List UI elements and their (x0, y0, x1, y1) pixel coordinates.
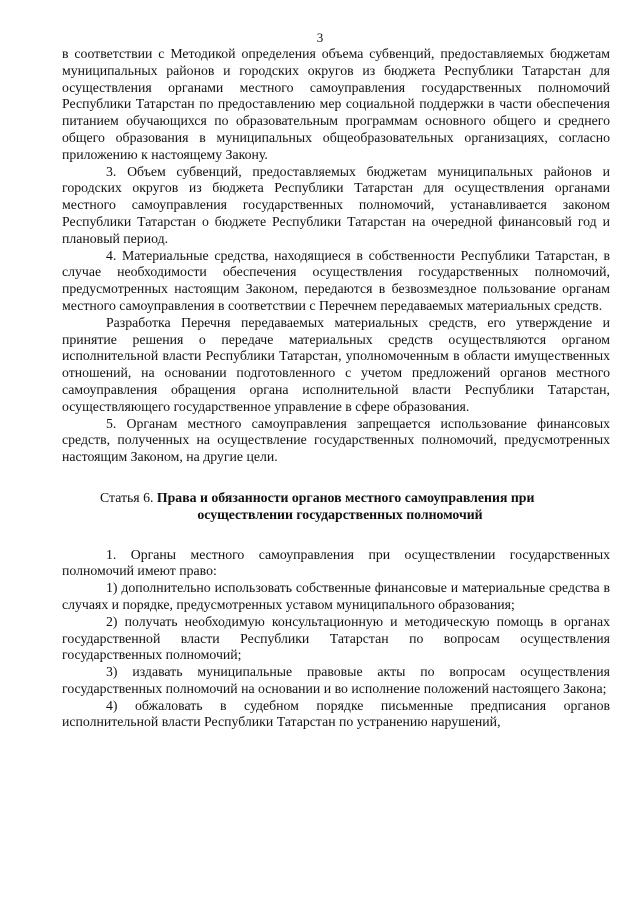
paragraph-item-4-development: Разработка Перечня передаваемых материальных средств, его утверждение и принятие решения о передаче материальных средств осуществляются органом исполнительной власти Республики Татарстан, уполномоченным в области имущественных отношений, на основании подготовленного с учетом предложений органов местного самоуправления обращения органа исполнительной власти Республики Татарстан, осуществляющего государственное управление в сфере образования. (62, 314, 610, 414)
paragraph-article6-subitem-2: 2) получать необходимую консультационную и методическую помощь в органах государственной власти Республики Татарстан по вопросам осуществления государственных полномочий; (62, 613, 610, 663)
paragraph-continuation: в соответствии с Методикой определения объема субвенций, предоставляемых бюджетам муниципальных районов и городских округов из бюджета Республики Татарстан для осуществления органами местного самоуправления государственных полномочий Республики Татарстан по предоставлению мер социальной поддержки в части обеспечения питанием обучающихся по образовательным программам основного общего и среднего общего образования в муниципальных общеобразовательных организациях, согласно приложению к настоящему Закону. (62, 46, 610, 162)
article-title-line1: Права и обязанности органов местного самоуправления при (156, 489, 535, 505)
page-number: 3 (316, 30, 324, 45)
paragraph-article6-item-1: 1. Органы местного самоуправления при осуществлении государственных полномочий имеют право: (62, 546, 610, 579)
paragraph-item-4: 4. Материальные средства, находящиеся в собственности Республики Татарстан, в случае необходимости обеспечения осуществления государственных полномочий, предусмотренных настоящим Законом, передаются в безвозмездное пользование органам местного самоуправления в соответствии с Перечнем передаваемых материальных средств. (62, 247, 610, 313)
paragraph-article6-subitem-1: 1) дополнительно использовать собственные финансовые и материальные средства в случаях и порядке, предусмотренных уставом муниципального образования; (62, 580, 610, 612)
paragraph-item-3: 3. Объем субвенций, предоставляемых бюджетам муниципальных районов и городских округов из бюджета Республики Татарстан для осуществления органами местного самоуправления государственных полномочий, устанавливается законом Республики Татарстан о бюджете Республики Татарстан на очередной финансовый год и плановый период. (62, 163, 610, 246)
article-heading (62, 490, 610, 524)
paragraph-article6-subitem-3: 3) издавать муниципальные правовые акты по вопросам осуществления государственных полномочий на основании и во исполнение положений настоящего Закона; (62, 664, 610, 696)
paragraph-article6-subitem-4: 4) обжаловать в судебном порядке письменные предписания органов исполнительной власти Республики Татарстан по устранению нарушений, (62, 697, 610, 730)
document-body (62, 46, 610, 731)
article-title-line2: осуществлении государственных полномочий (197, 506, 483, 522)
article-number: Статья 6. (100, 489, 154, 505)
paragraph-item-5: 5. Органам местного самоуправления запрещается использование финансовых средств, полученных на осуществление государственных полномочий, предусмотренных настоящим Законом, на другие цели. (62, 415, 610, 465)
